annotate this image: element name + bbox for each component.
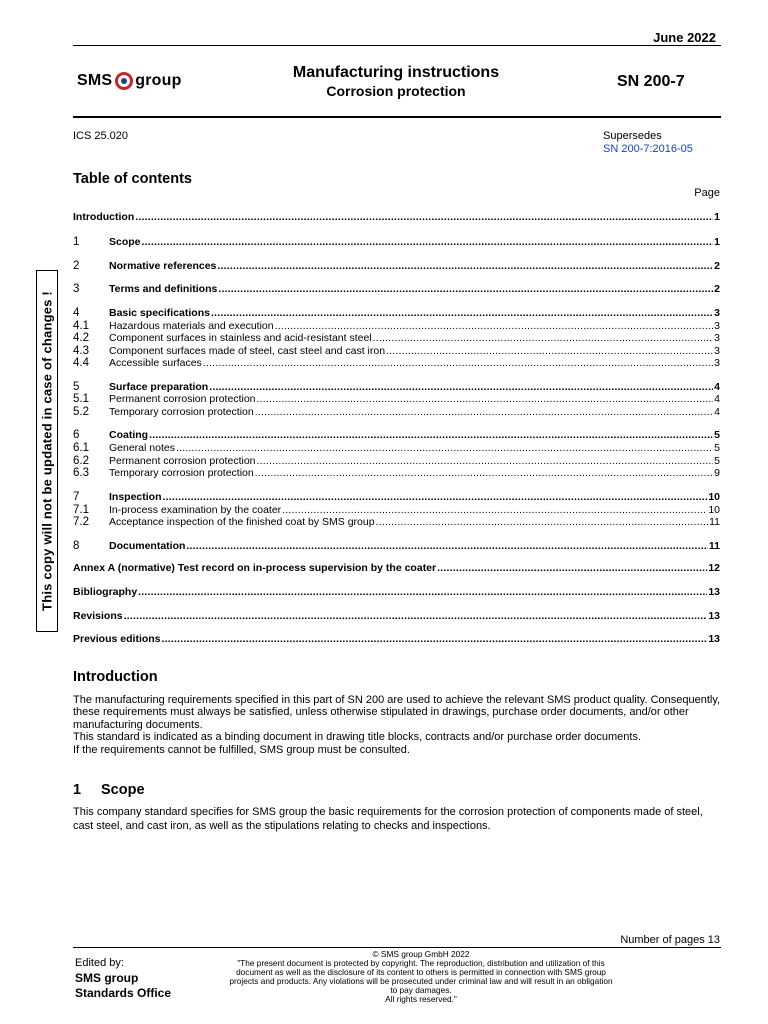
toc-entry-6-1[interactable]: 6.1 General notes ..... 5: [73, 441, 720, 454]
editor-org: SMS group: [75, 971, 139, 985]
toc-entry-5-2[interactable]: 5.2 Temporary corrosion protection ..... 4: [73, 405, 720, 418]
scope-heading: [73, 782, 145, 798]
toc-entry-6-2[interactable]: 6.2 Permanent corrosion protection ..... 5: [73, 454, 720, 467]
footer-rule: [73, 947, 721, 948]
toc-page-label: Page: [694, 187, 720, 199]
copyright-line: document as well as the disclosure of its content to others is permitted in connection with SMS group: [236, 967, 606, 977]
standard-number: SN 200-7: [617, 73, 685, 90]
introduction-paragraph: This standard is indicated as a binding document in drawing title blocks, contracts and/or purchase order documents.: [73, 731, 642, 744]
supersedes-label: Supersedes: [603, 130, 662, 142]
sms-group-logo: [77, 72, 182, 90]
toc-entry-4-1[interactable]: 4.1 Hazardous materials and execution ..... 3: [73, 319, 720, 332]
toc-entry-annex-a[interactable]: Annex A (normative) Test record on in-process supervision by the coater ..... 12: [73, 561, 720, 574]
side-notice: This copy will not be updated in case of changes !: [39, 291, 55, 611]
copyright-line: © SMS group GmbH 2022: [372, 949, 470, 959]
toc-entry-3[interactable]: 3 Terms and definitions ..... 2: [73, 282, 720, 295]
toc-entry-7-2[interactable]: 7.2 Acceptance inspection of the finished coat by SMS group ..... 11: [73, 515, 720, 528]
copyright-line: All rights reserved.": [385, 994, 457, 1004]
toc-title: Table of contents: [73, 171, 192, 187]
top-rule: [73, 45, 721, 46]
copyright-notice: [205, 950, 637, 1004]
document-date: June 2022: [653, 30, 716, 45]
toc-entry-previous-editions[interactable]: Previous editions ..... 13: [73, 632, 720, 645]
toc-entry-2[interactable]: 2 Normative references ..... 2: [73, 259, 720, 272]
introduction-body: [73, 694, 723, 756]
copyright-line: "The present document is protected by copyright. The reproduction, distribution and utilization of this: [237, 958, 605, 968]
toc-entry-6[interactable]: 6 Coating ..... 5: [73, 428, 720, 441]
copyright-line: to pay damages.: [390, 985, 452, 995]
toc-entry-5-1[interactable]: 5.1 Permanent corrosion protection ..... 4: [73, 392, 720, 405]
toc-entry-7[interactable]: 7 Inspection ..... 10: [73, 490, 720, 503]
ics-code: ICS 25.020: [73, 130, 129, 142]
introduction-paragraph: The manufacturing requirements specified in this part of SN 200 are used to achieve the relevant SMS product quality. Consequently, these requirements must always be satisfied, unless otherwise stipulated in drawings, purchase order documents, and/or other manufacturing documents.: [73, 694, 721, 731]
page-count: Number of pages 13: [620, 934, 720, 946]
document-title: Manufacturing instructions: [292, 64, 500, 81]
document-subtitle: Corrosion protection: [326, 83, 466, 99]
scope-body: This company standard specifies for SMS group the basic requirements for the corrosion protection of components made of steel, cast steel, and cast iron, as well as the stipulations relating to checks and inspections.: [73, 806, 703, 832]
logo-text-sms: SMS: [77, 72, 113, 89]
scope-number: 1: [73, 782, 82, 798]
toc-entry-4-3[interactable]: 4.3 Component surfaces made of steel, cast steel and cast iron ..... 3: [73, 344, 720, 357]
introduction-heading: Introduction: [73, 669, 158, 685]
logo-ring-icon: [115, 72, 133, 90]
copyright-line: projects and products. Any violations will be prosecuted under criminal law and will result in an obligation: [229, 976, 613, 986]
toc-entry-4[interactable]: 4 Basic specifications ..... 3: [73, 306, 720, 319]
logo-text-group: group: [135, 72, 182, 89]
toc-entry-bibliography[interactable]: Bibliography ..... 13: [73, 585, 720, 598]
toc-entry-8[interactable]: 8 Documentation ..... 11: [73, 539, 720, 552]
scope-title: Scope: [101, 782, 145, 798]
toc-entry-4-4[interactable]: 4.4 Accessible surfaces ..... 3: [73, 356, 720, 369]
toc-entry-introduction[interactable]: Introduction ..... 1: [73, 210, 720, 223]
introduction-paragraph: If the requirements cannot be fulfilled, SMS group must be consulted.: [73, 743, 410, 756]
toc-entry-4-2[interactable]: 4.2 Component surfaces in stainless and acid-resistant steel ..... 3: [73, 331, 720, 344]
toc-entry-1[interactable]: 1 Scope ..... 1: [73, 235, 720, 248]
toc-entry-5[interactable]: 5 Surface preparation ..... 4: [73, 380, 720, 393]
toc-entry-7-1[interactable]: 7.1 In-process examination by the coater ..... 10: [73, 503, 720, 516]
toc-entry-revisions[interactable]: Revisions ..... 13: [73, 609, 720, 622]
header-rule: [73, 116, 721, 118]
edited-by-label: Edited by:: [75, 957, 124, 969]
toc-entry-6-3[interactable]: 6.3 Temporary corrosion protection ..... 9: [73, 466, 720, 479]
supersedes-link[interactable]: SN 200-7:2016-05: [603, 143, 693, 155]
editor-office: Standards Office: [75, 986, 172, 1000]
